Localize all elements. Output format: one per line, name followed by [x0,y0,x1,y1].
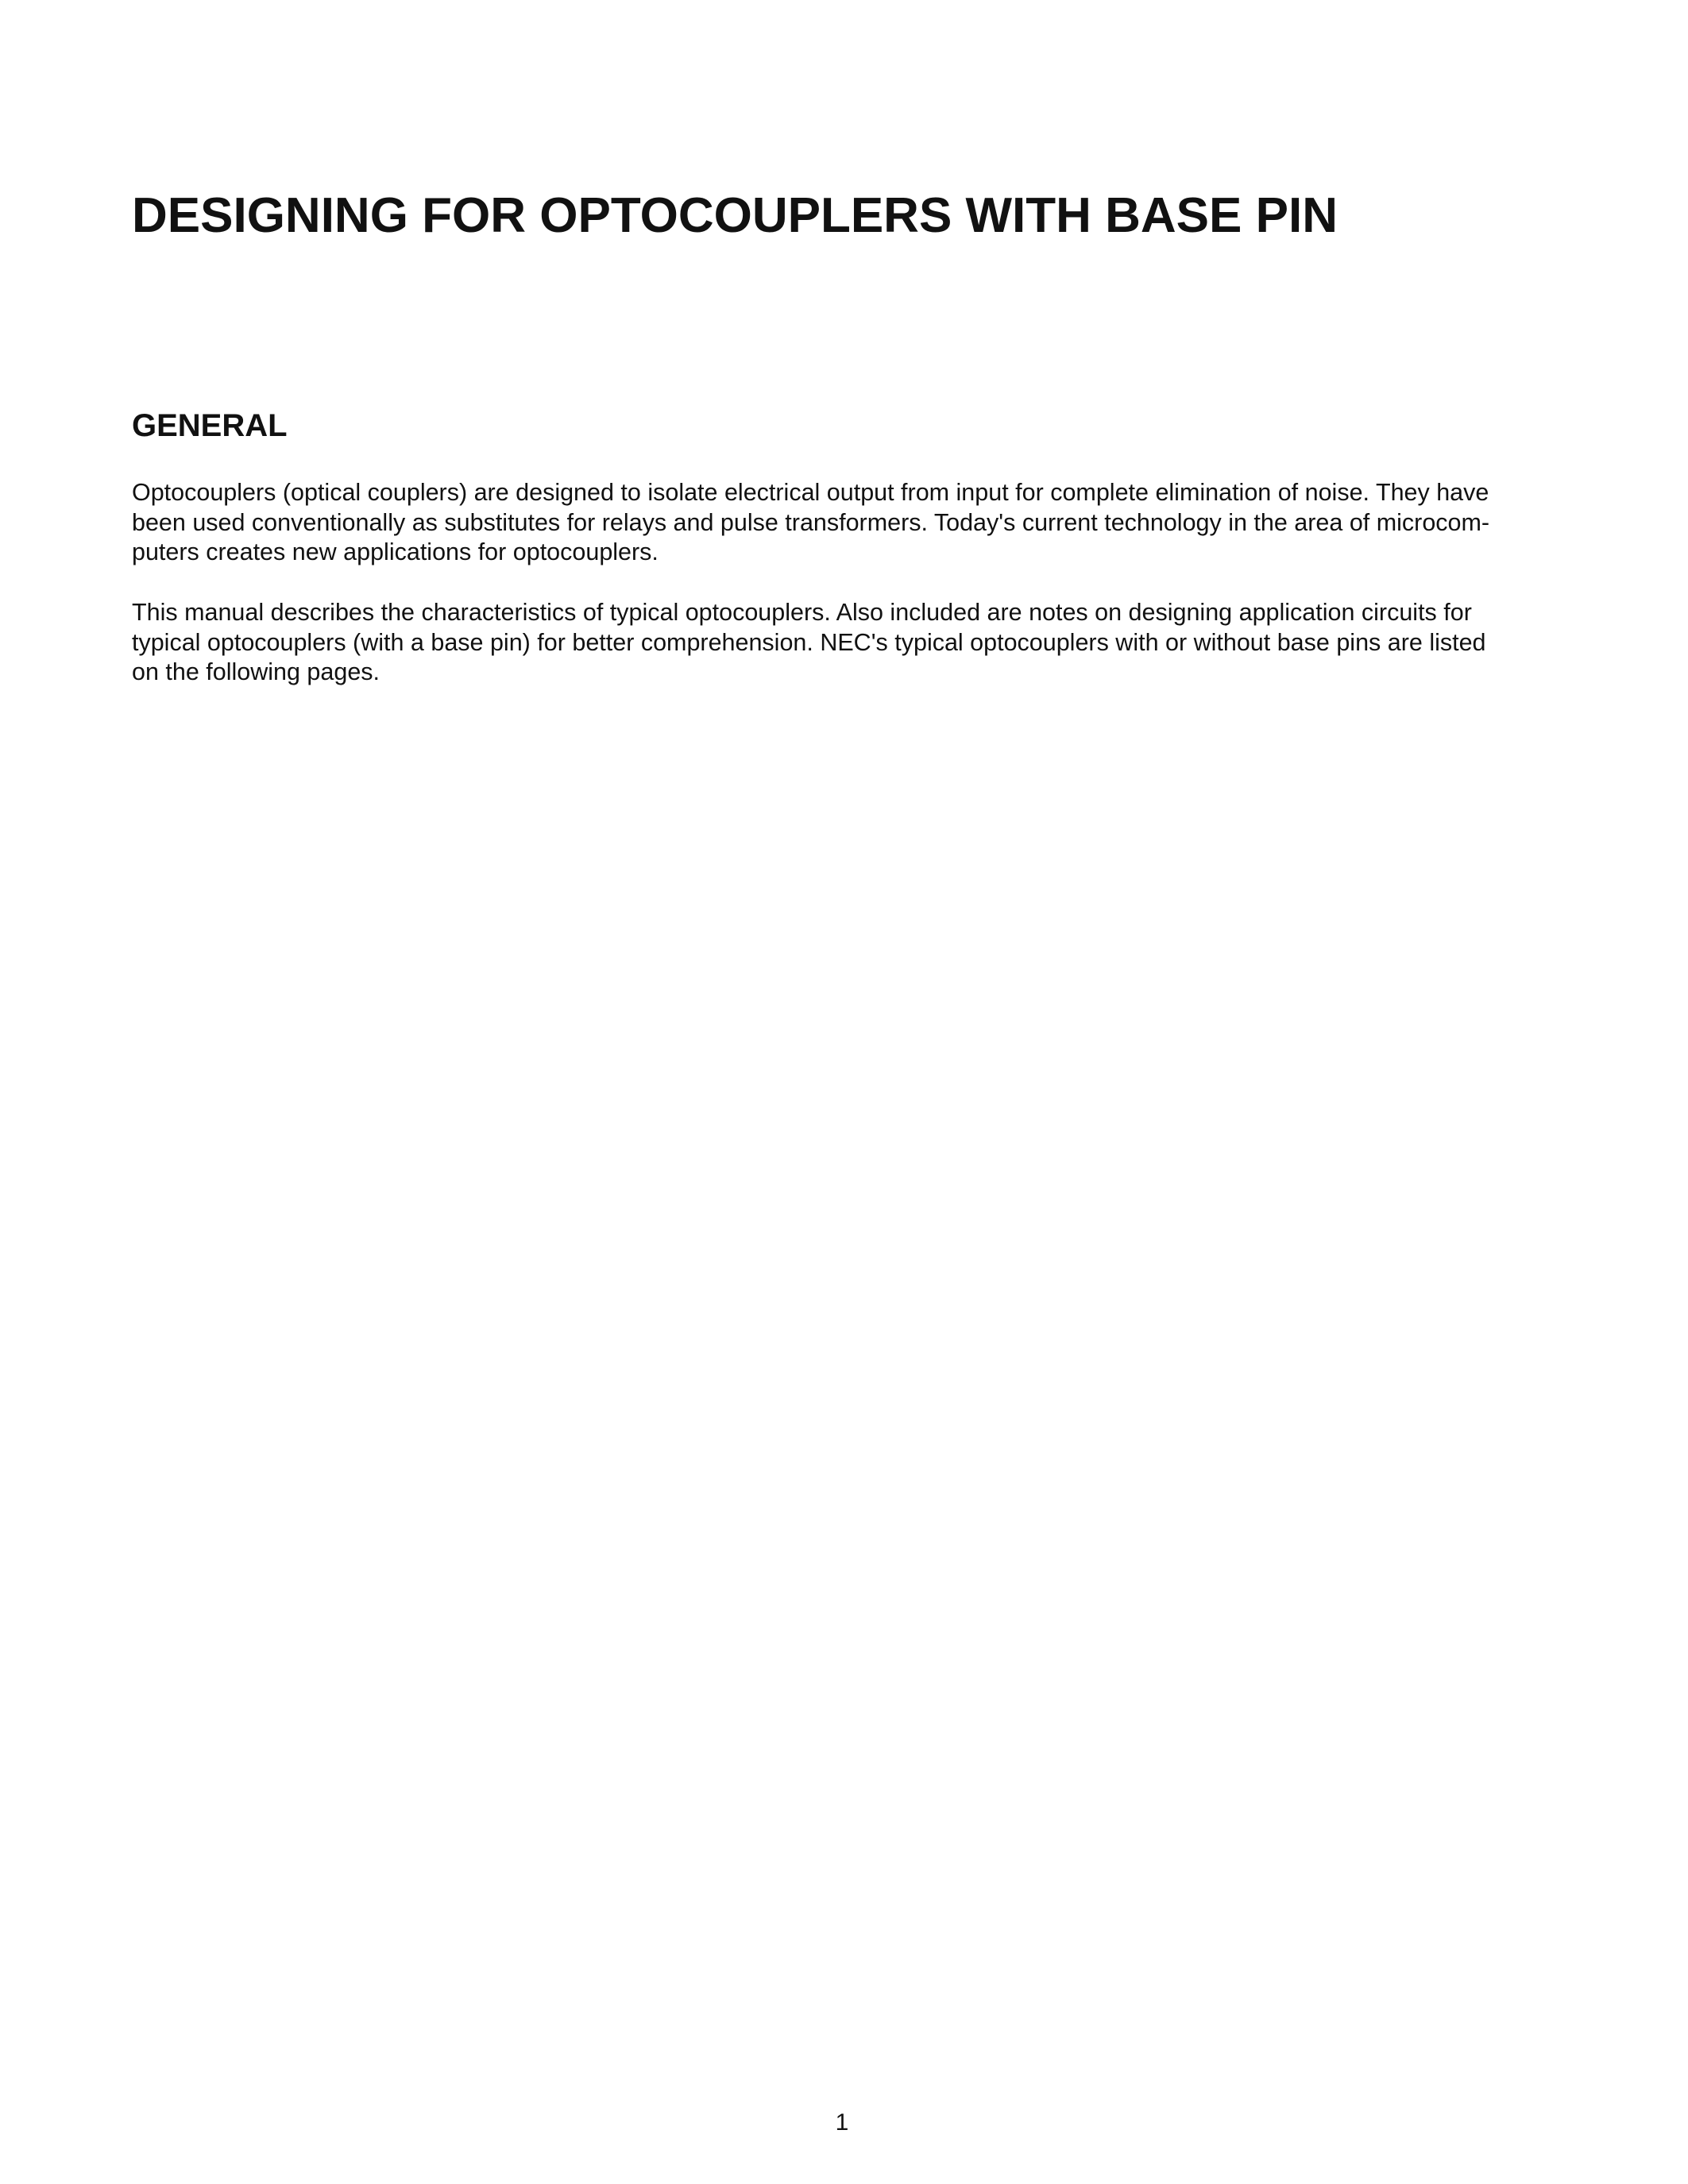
paragraph-line: Optocouplers (optical couplers) are designed to isolate electrical output from input for complete elimination of noise. They have [132,479,1489,506]
page-title: DESIGNING FOR OPTOCOUPLERS WITH BASE PIN [132,188,1338,243]
paragraph-line: been used conventionally as substitutes for relays and pulse transformers. Today's current technology in the area of microcom- [132,508,1490,536]
paragraph-line: on the following pages. [132,658,380,685]
paragraph-manual-description [132,598,1486,688]
paragraph-intro [132,478,1489,568]
paragraph-line: puters creates new applications for optocouplers. [132,538,659,565]
section-heading-general: GENERAL [132,408,288,443]
paragraph-line: This manual describes the characteristics of typical optocouplers. Also included are notes on designing application circuits for [132,599,1472,626]
page-number: 1 [835,2109,849,2136]
paragraph-line: typical optocouplers (with a base pin) for better comprehension. NEC's typical optocouplers with or without base pins are listed [132,628,1486,656]
